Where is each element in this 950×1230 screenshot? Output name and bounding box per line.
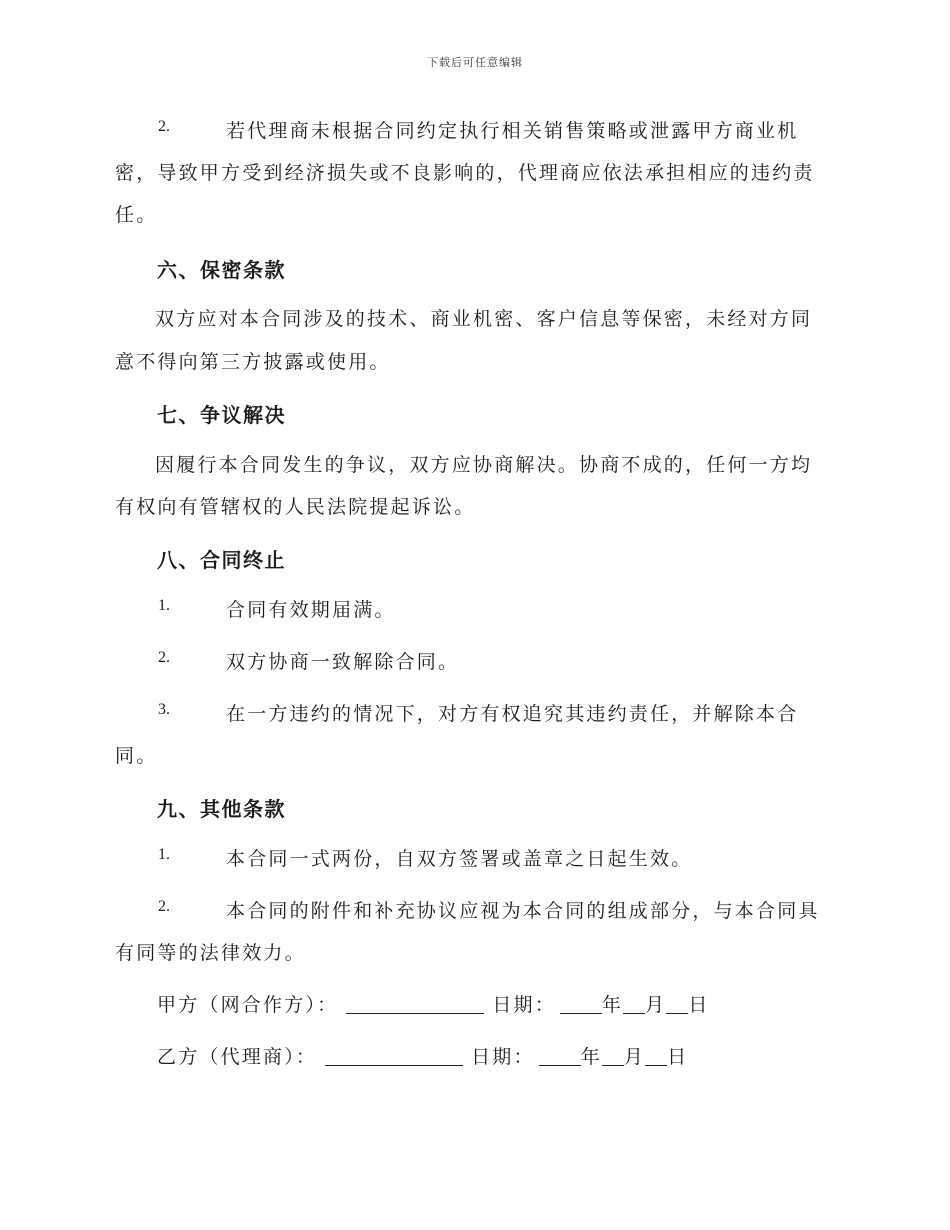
list-item-text: 合同有效期届满。 (226, 599, 396, 621)
month-blank[interactable] (623, 995, 645, 1014)
page-header: 下载后可任意编辑 (427, 56, 523, 69)
date-label: 日期： (492, 994, 556, 1016)
paragraph-line: 有权向有管辖权的人民法院提起诉讼。 (115, 496, 476, 518)
party-a-signature-blank[interactable] (346, 995, 484, 1014)
paragraph-line: 因履行本合同发生的争议，双方应协商解决。协商不成的，任何一方均 (155, 454, 813, 476)
paragraph-line: 双方应对本合同涉及的技术、商业机密、客户信息等保密，未经对方同 (155, 308, 813, 330)
party-b-signature-blank[interactable] (325, 1047, 463, 1066)
section-heading: 六、保密条款 (157, 258, 286, 282)
month-blank[interactable] (602, 1047, 624, 1066)
paragraph-line: 有同等的法律效力。 (115, 942, 306, 964)
list-number: 2. (158, 898, 170, 915)
year-blank[interactable] (560, 995, 602, 1014)
paragraph-line: 同。 (115, 745, 158, 767)
year-blank[interactable] (539, 1047, 581, 1066)
section-heading: 九、其他条款 (157, 797, 286, 821)
month-label: 月 (645, 994, 667, 1016)
paragraph-line: 任。 (115, 204, 158, 226)
list-item-text: 本合同一式两份，自双方签署或盖章之日起生效。 (226, 848, 693, 870)
list-number: 2. (158, 649, 170, 666)
party-b-label: 乙方（代理商）： (157, 1046, 318, 1068)
year-label: 年 (601, 994, 624, 1016)
date-label: 日期： (471, 1046, 535, 1068)
section-heading: 八、合同终止 (157, 548, 286, 572)
day-blank[interactable] (645, 1047, 667, 1066)
party-a-label: 甲方（网合作方）： (157, 994, 339, 1016)
paragraph-line: 意不得向第三方披露或使用。 (115, 351, 391, 373)
signature-line-party-a (157, 990, 710, 1017)
list-number: 1. (158, 597, 170, 614)
signature-line-party-b (157, 1042, 688, 1069)
list-number: 1. (158, 846, 170, 863)
day-blank[interactable] (666, 995, 688, 1014)
paragraph-line: 密，导致甲方受到经济损失或不良影响的，代理商应依法承担相应的违约责 (115, 162, 815, 184)
year-label: 年 (580, 1046, 602, 1068)
day-label: 日 (688, 994, 710, 1016)
day-label: 日 (667, 1046, 689, 1068)
month-label: 月 (623, 1046, 646, 1068)
paragraph-line: 若代理商未根据合同约定执行相关销售策略或泄露甲方商业机 (226, 120, 799, 142)
list-number: 2. (158, 118, 170, 135)
paragraph-line: 在一方违约的情况下，对方有权追究其违约责任，并解除本合 (226, 703, 799, 725)
list-item-text: 双方协商一致解除合同。 (226, 651, 460, 673)
paragraph-line: 本合同的附件和补充协议应视为本合同的组成部分，与本合同具 (226, 900, 820, 922)
section-heading: 七、争议解决 (157, 403, 286, 427)
list-number: 3. (158, 701, 170, 718)
